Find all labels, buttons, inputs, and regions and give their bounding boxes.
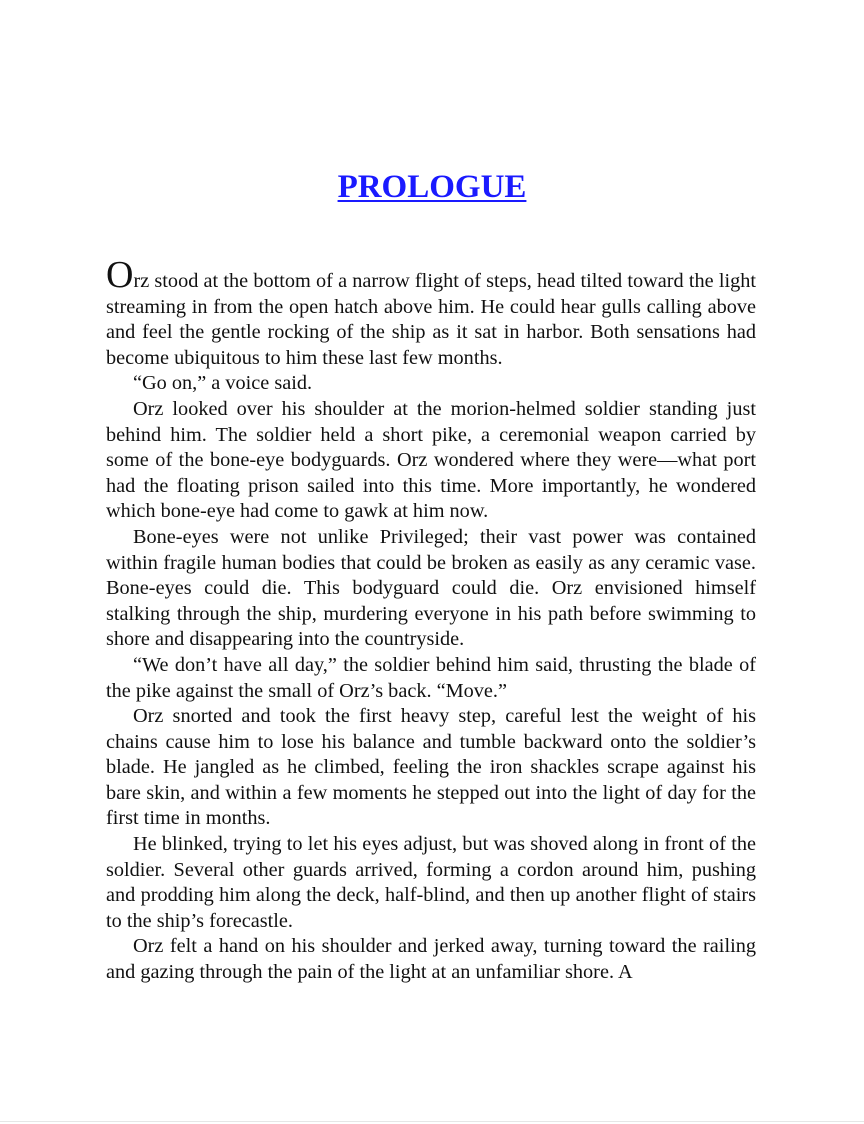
- story-text: [106, 254, 756, 986]
- paragraph-8: Orz felt a hand on his shoulder and jerked away, turning toward the railing and gazing through the pain of the light at an unfamiliar shore. A: [106, 935, 756, 984]
- paragraph-4: Bone-eyes were not unlike Privileged; their vast power was contained within fragile human bodies that could be broken as easily as any ceramic vase. Bone-eyes could die. This bodyguard could die. Orz envisioned himself stalking through the ship, murdering everyone in his path before swimming to shore and disappearing into the countryside.: [106, 525, 756, 651]
- paragraph-7: He blinked, trying to let his eyes adjust, but was shoved along in front of the soldier. Several other guards arrived, forming a cordon around him, pushing and prodding him along the deck, half-blind, and then up another flight of stairs to the ship’s forecastle.: [106, 833, 756, 932]
- drop-cap: O: [106, 254, 134, 296]
- paragraph-6: Orz snorted and took the first heavy step, careful lest the weight of his chains cause him to lose his balance and tumble backward onto the soldier’s blade. He jangled as he climbed, feeling the iron shackles scrape against his bare skin, and within a few moments he stepped out into the light of day for the first time in months.: [106, 705, 756, 830]
- page-bottom-divider: [0, 1121, 864, 1122]
- paragraph-2: “Go on,” a voice said.: [133, 372, 313, 395]
- paragraph-1-text: rz stood at the bottom of a narrow flight of steps, head tilted toward the light streaming in from the open hatch above him. He could hear gulls calling above and feel the gentle rocking of the ship as it sat in harbor. Both sensations had become ubiquitous to him these last few months.: [106, 270, 756, 369]
- paragraph-1: [106, 254, 756, 371]
- paragraph-5: “We don’t have all day,” the soldier behind him said, thrusting the blade of the pike against the small of Orz’s back. “Move.”: [106, 653, 756, 702]
- chapter-title-link[interactable]: PROLOGUE: [337, 169, 527, 205]
- paragraph-3: Orz looked over his shoulder at the morion-helmed soldier standing just behind him. The soldier held a short pike, a ceremonial weapon carried by some of the bone-eye bodyguards. Orz wondered where they were—what port had the floating prison sailed into this time. More importantly, he wondered which bone-eye had come to gawk at him now.: [106, 397, 756, 523]
